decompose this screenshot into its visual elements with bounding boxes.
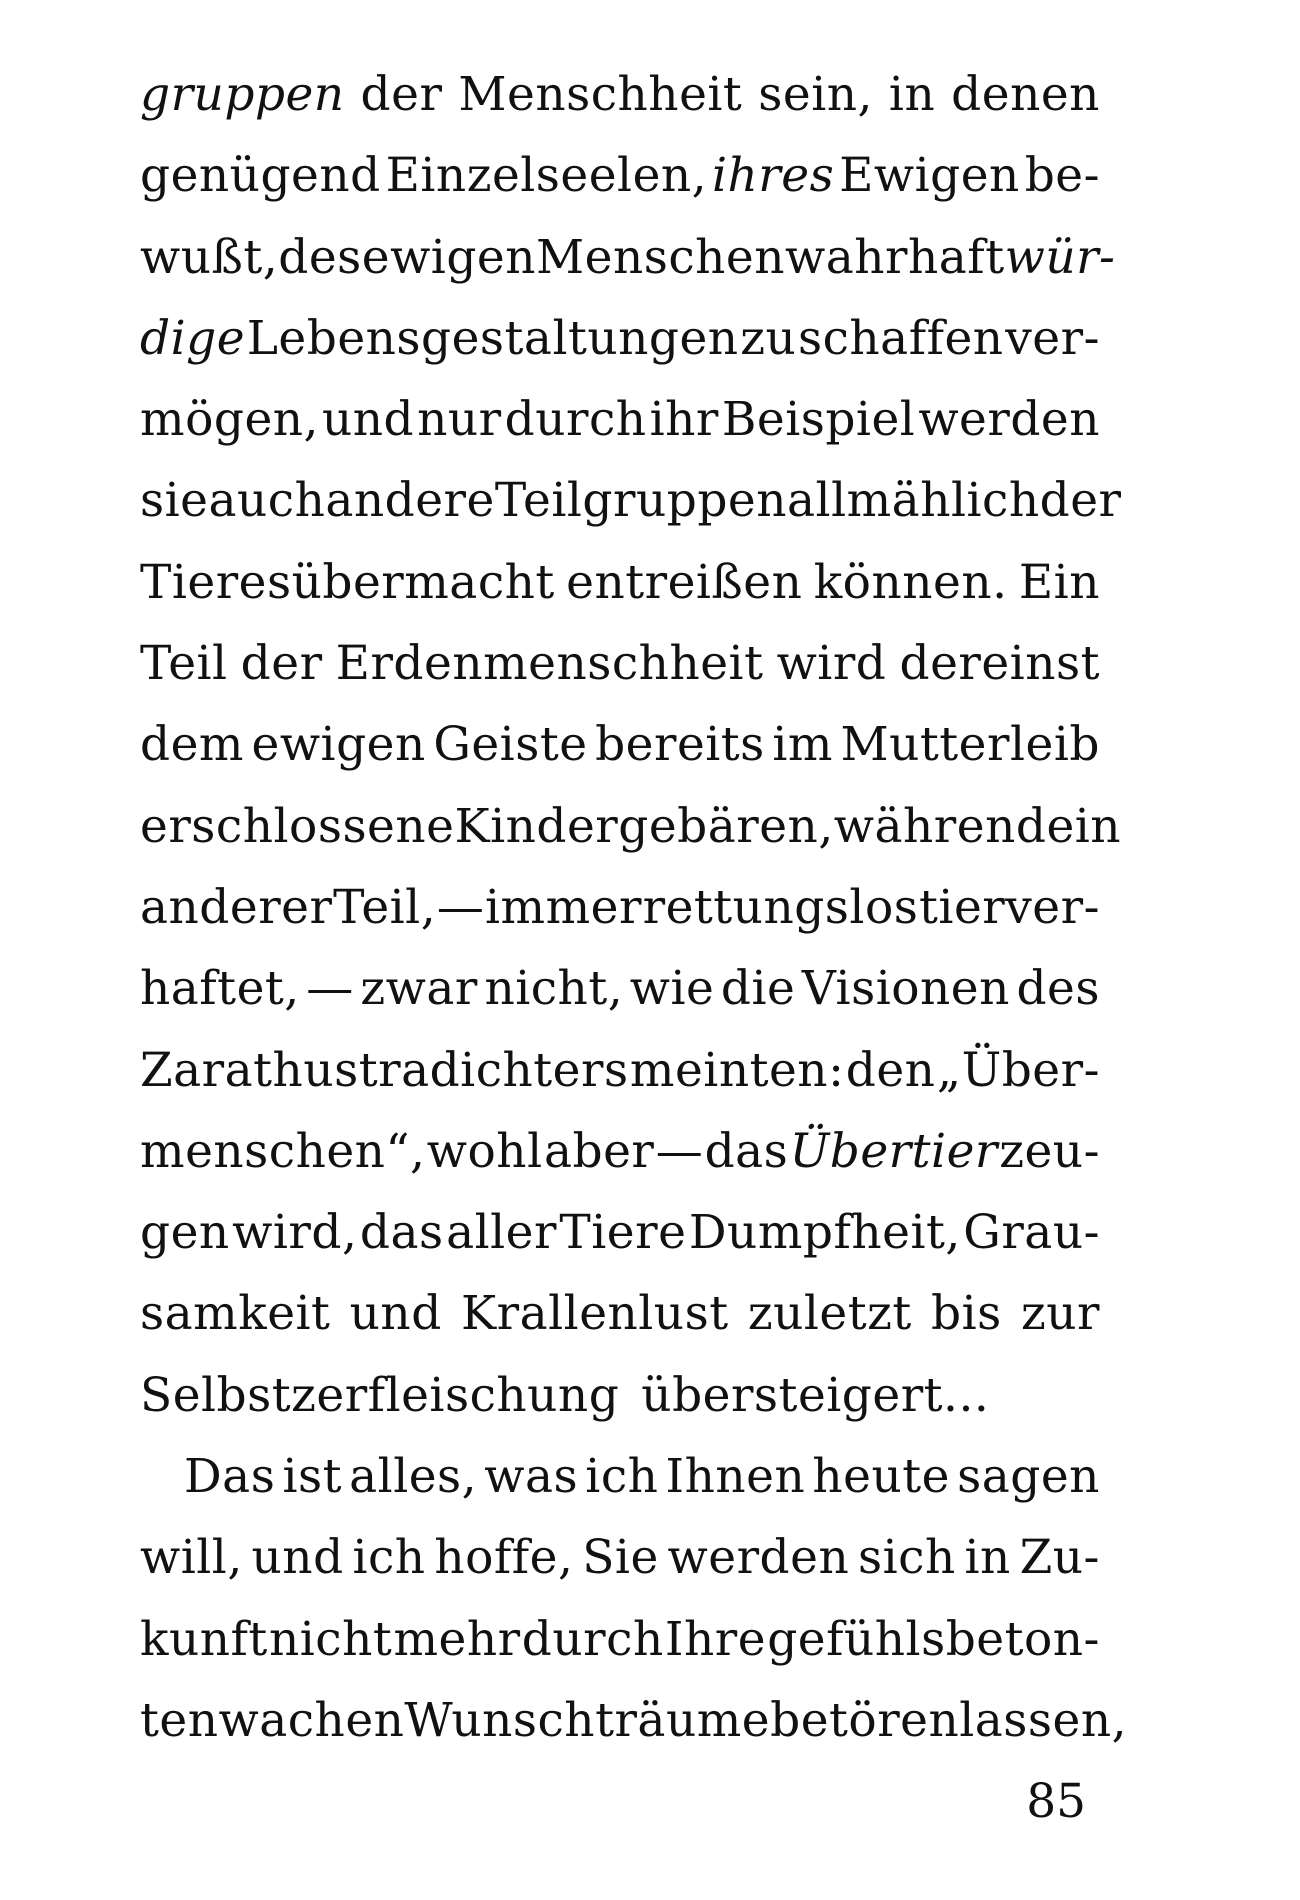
word: ihr	[649, 392, 719, 448]
word: Grau-	[963, 1205, 1100, 1261]
word: schaffen	[797, 310, 1004, 366]
word: ein	[1046, 798, 1122, 854]
word: und	[321, 392, 415, 448]
word: zuletzt	[747, 1286, 912, 1342]
word: wohl	[426, 1123, 543, 1179]
text-line	[140, 298, 1100, 379]
word: Ihnen	[665, 1449, 806, 1505]
word: Lebensgestaltungen	[246, 310, 739, 366]
word: ist	[282, 1449, 343, 1505]
word: der	[240, 636, 323, 692]
word: menschen“,	[140, 1123, 426, 1179]
page-number: 85	[1026, 1774, 1086, 1829]
word: werden	[918, 392, 1100, 448]
word: dem	[140, 717, 244, 773]
word: Wunschträume	[404, 1692, 771, 1748]
word: „Über-	[936, 1042, 1100, 1098]
word: wird,	[232, 1205, 358, 1261]
word: denen	[951, 67, 1100, 122]
text-line	[140, 1111, 1100, 1192]
word: ver-	[1005, 310, 1100, 366]
word: Ihre	[664, 1611, 767, 1667]
text-line	[140, 948, 1100, 1029]
word: bereits	[595, 717, 765, 773]
word: den	[845, 1042, 936, 1098]
word: zeu-	[999, 1123, 1100, 1179]
word: bis	[930, 1286, 1002, 1342]
word: ewigen	[251, 717, 426, 773]
word: zwar	[360, 961, 478, 1017]
text-line	[140, 135, 1100, 216]
word: andere	[325, 473, 495, 529]
word: wahrhaft	[785, 229, 1005, 285]
word: dereinst	[899, 636, 1100, 692]
word: Teil	[140, 636, 228, 692]
word: gebären,	[618, 798, 834, 854]
word: ten	[140, 1692, 219, 1748]
word: Das	[184, 1449, 276, 1505]
word: allmählich	[787, 473, 1040, 529]
word: und	[251, 1530, 344, 1586]
italic-word: gruppen	[140, 67, 345, 122]
word: Ein	[1018, 554, 1100, 610]
word: nicht,	[484, 961, 624, 1017]
word: Dumpfheit,	[688, 1205, 961, 1261]
word: kunft	[140, 1611, 268, 1667]
word: der	[360, 67, 443, 122]
word: haftet,	[140, 961, 300, 1017]
word: wird	[776, 636, 887, 692]
text-line	[140, 704, 1100, 785]
word: —	[306, 961, 354, 1017]
word: —	[655, 1123, 704, 1179]
word: tierver-	[919, 879, 1100, 935]
word: erschlossene	[140, 798, 455, 854]
text-line	[140, 1680, 1128, 1761]
text-line	[140, 1599, 1100, 1680]
word: gen	[140, 1205, 230, 1261]
word: während	[833, 798, 1047, 854]
word: auch	[208, 473, 326, 529]
word: durch	[521, 1611, 664, 1667]
text-line	[140, 867, 1100, 948]
word: heute	[812, 1449, 950, 1505]
word: samkeit	[140, 1286, 331, 1342]
word: wußt,	[140, 229, 279, 285]
word: hoffe,	[434, 1530, 574, 1586]
word: können.	[813, 554, 1008, 610]
word: be-	[1024, 148, 1100, 204]
word: entreißen	[566, 554, 803, 610]
word: in	[964, 1530, 1011, 1586]
word: Beispiel	[721, 392, 916, 448]
word: ich	[585, 1449, 659, 1505]
word: Selbstzerfleischung	[140, 1367, 620, 1423]
word: durch	[504, 392, 647, 448]
word: Teilgruppen	[494, 473, 788, 529]
word: betören	[770, 1692, 960, 1748]
word: Zarathustradichters	[140, 1042, 629, 1098]
italic-word: ihres	[711, 148, 835, 204]
word: das	[704, 1123, 789, 1179]
word: sein,	[758, 67, 873, 122]
word: Tiere	[559, 1205, 687, 1261]
word: gefühlsbeton-	[767, 1611, 1100, 1667]
text-line	[140, 1273, 1100, 1354]
text-line	[140, 460, 1122, 541]
word: mögen,	[140, 392, 319, 448]
word: der	[1039, 473, 1122, 529]
text-line	[140, 623, 1100, 704]
word: die	[720, 961, 796, 1017]
word: aller	[446, 1205, 557, 1261]
word: Einzelseelen,	[385, 148, 708, 204]
word: Krallenlust	[461, 1286, 729, 1342]
word: zu	[740, 310, 797, 366]
text-line	[140, 542, 1100, 623]
word: übersteigert...	[641, 1367, 990, 1423]
word: Tieresübermacht	[140, 554, 555, 610]
word: was	[484, 1449, 579, 1505]
word: nur	[417, 392, 502, 448]
word: Teil,	[333, 879, 437, 935]
word: ich	[352, 1530, 426, 1586]
word: Menschheit	[458, 67, 743, 122]
word: anderer	[140, 879, 333, 935]
word: aber	[543, 1123, 655, 1179]
word: wachen	[218, 1692, 405, 1748]
word: ewigen	[361, 229, 537, 285]
word: das	[359, 1205, 444, 1261]
word: sie	[140, 473, 209, 529]
word: Menschen	[536, 229, 786, 285]
word: immer	[485, 879, 642, 935]
text-line	[140, 54, 1100, 135]
text-line	[140, 217, 1116, 298]
italic-word: dige	[140, 310, 246, 366]
word: will,	[140, 1530, 243, 1586]
word: Geiste	[433, 717, 588, 773]
word: —	[436, 879, 485, 935]
word: Visionen	[801, 961, 1010, 1017]
body-text	[140, 54, 1128, 1761]
word: des	[1016, 961, 1100, 1017]
word: alles,	[349, 1449, 478, 1505]
word: nicht	[269, 1611, 393, 1667]
word: im	[772, 717, 833, 773]
text-line	[140, 786, 1122, 867]
word: werden	[667, 1530, 850, 1586]
text-line	[140, 1192, 1100, 1273]
word: lassen,	[959, 1692, 1128, 1748]
word: Kinder	[454, 798, 619, 854]
word: wie	[629, 961, 715, 1017]
text-line	[140, 1030, 1100, 1111]
word: in	[888, 67, 936, 122]
word: mehr	[393, 1611, 521, 1667]
word: zur	[1020, 1286, 1100, 1342]
word: Erdenmenschheit	[335, 636, 764, 692]
text-line	[140, 1436, 1100, 1517]
text-line	[140, 1517, 1100, 1598]
text-line	[140, 379, 1100, 460]
word: rettungslos	[642, 879, 919, 935]
word: Mutterleib	[840, 717, 1100, 773]
word: genügend	[140, 148, 381, 204]
italic-word: Übertier	[789, 1123, 998, 1179]
word: des	[278, 229, 362, 285]
word: Ewigen	[839, 148, 1020, 204]
word: Zu-	[1019, 1530, 1100, 1586]
word: meinten:	[629, 1042, 845, 1098]
word: sagen	[957, 1449, 1100, 1505]
italic-word: wür-	[1004, 229, 1116, 285]
text-line	[140, 1355, 1100, 1436]
word: sich	[857, 1530, 956, 1586]
word: und	[349, 1286, 442, 1342]
word: Sie	[582, 1530, 659, 1586]
